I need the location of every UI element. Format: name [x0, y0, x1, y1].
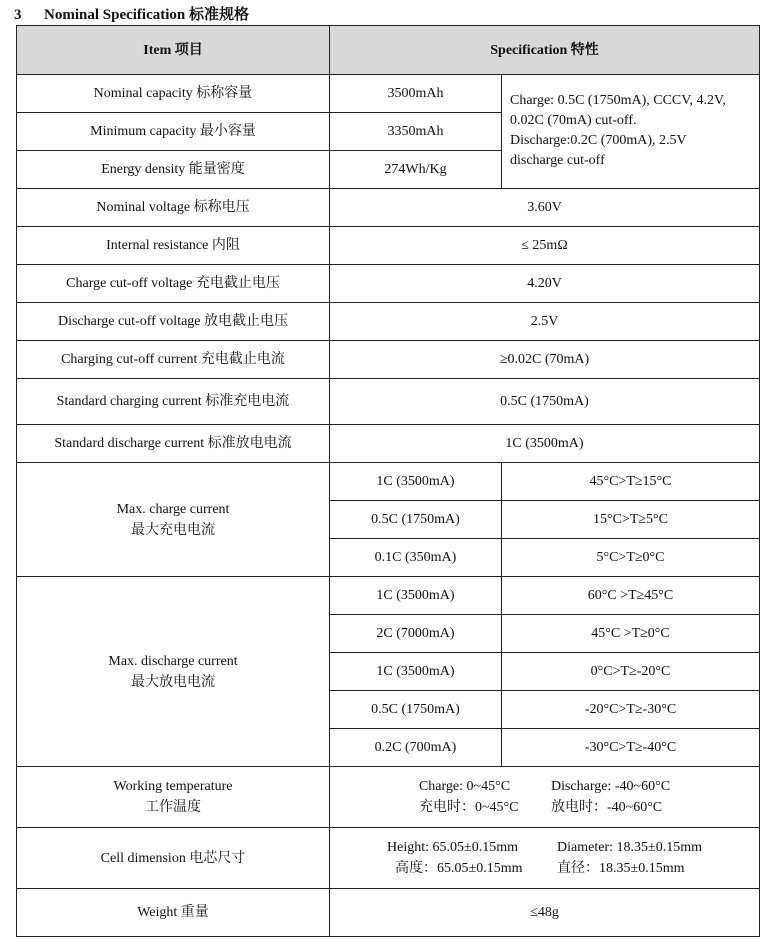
charging-cutoff-current-label: Charging cut-off current 充电截止电流: [17, 341, 330, 379]
condition-line: 0.02C (70mA) cut-off.: [510, 113, 637, 128]
section-number: 3: [14, 7, 22, 23]
condition-line: Charge: 0.5C (1750mA), CCCV, 4.2V,: [510, 93, 726, 108]
cell-height-cn: 高度：65.05±0.15mm: [395, 861, 523, 876]
max-discharge-current-value: 0.2C (700mA): [330, 729, 502, 767]
max-charge-current-value: 0.5C (1750mA): [330, 501, 502, 539]
internal-resistance-label: Internal resistance 内阻: [17, 227, 330, 265]
max-charge-temp-range: 45°C>T≥15°C: [502, 463, 760, 501]
max-charge-current-label-cn: 最大充电电流: [131, 522, 215, 538]
standard-charging-current-label: Standard charging current 标准充电电流: [17, 379, 330, 425]
max-discharge-current-value: 0.5C (1750mA): [330, 691, 502, 729]
internal-resistance-value: ≤ 25mΩ: [330, 227, 760, 265]
nominal-voltage-label: Nominal voltage 标称电压: [17, 189, 330, 227]
max-discharge-current-label-cn: 最大放电电流: [131, 674, 215, 690]
standard-discharge-current-label: Standard discharge current 标准放电电流: [17, 425, 330, 463]
max-discharge-current-value: 2C (7000mA): [330, 615, 502, 653]
max-charge-current-value: 0.1C (350mA): [330, 539, 502, 577]
table-row: [17, 463, 760, 501]
minimum-capacity-label: Minimum capacity 最小容量: [17, 113, 330, 151]
section-heading: [14, 3, 249, 23]
header-specification: Specification 特性: [330, 26, 760, 75]
condition-line: discharge cut-off: [510, 153, 605, 168]
table-row: [17, 75, 760, 113]
nominal-voltage-value: 3.60V: [330, 189, 760, 227]
charge-cutoff-voltage-label: Charge cut-off voltage 充电截止电压: [17, 265, 330, 303]
working-temperature-grid: [419, 776, 670, 818]
nominal-capacity-value: 3500mAh: [330, 75, 502, 113]
section-title: Nominal Specification 标准规格: [44, 7, 249, 23]
table-row: [17, 828, 760, 889]
minimum-capacity-value: 3350mAh: [330, 113, 502, 151]
charging-cutoff-current-value: ≥0.02C (70mA): [330, 341, 760, 379]
capacity-test-condition: [502, 75, 760, 189]
weight-value: ≤48g: [330, 889, 760, 937]
cell-dimension-grid: [387, 837, 702, 879]
discharge-cutoff-voltage-value: 2.5V: [330, 303, 760, 341]
weight-label: Weight 重量: [17, 889, 330, 937]
cell-height-en: Height: 65.05±0.15mm: [387, 840, 518, 855]
cell-diameter-cn: 直径：18.35±0.15mm: [557, 861, 685, 876]
header-item: Item 项目: [17, 26, 330, 75]
max-charge-current-value: 1C (3500mA): [330, 463, 502, 501]
max-charge-temp-range: 5°C>T≥0°C: [502, 539, 760, 577]
max-charge-current-label: [17, 463, 330, 577]
discharge-cutoff-voltage-label: Discharge cut-off voltage 放电截止电压: [17, 303, 330, 341]
max-discharge-temp-range: 60°C >T≥45°C: [502, 577, 760, 615]
table-row: [17, 189, 760, 227]
cell-dimension-value: [330, 828, 760, 889]
working-temp-discharge-en: Discharge: -40~60°C: [550, 779, 671, 794]
cell-diameter-en: Diameter: 18.35±0.15mm: [557, 840, 702, 855]
table-row: [17, 425, 760, 463]
max-discharge-current-label: [17, 577, 330, 767]
condition-line: Discharge:0.2C (700mA), 2.5V: [510, 133, 687, 148]
table-row: [17, 889, 760, 937]
table-row: [17, 767, 760, 828]
working-temperature-label-cn: 工作温度: [145, 800, 201, 815]
specification-table: [16, 25, 760, 937]
max-discharge-temp-range: 45°C >T≥0°C: [502, 615, 760, 653]
max-charge-temp-range: 15°C>T≥5°C: [502, 501, 760, 539]
max-discharge-temp-range: -20°C>T≥-30°C: [502, 691, 760, 729]
table-row: [17, 227, 760, 265]
working-temp-charge-cn: 充电时：0~45°C: [418, 800, 519, 815]
cell-dimension-label: Cell dimension 电芯尺寸: [17, 828, 330, 889]
standard-charging-current-value: 0.5C (1750mA): [330, 379, 760, 425]
table-row: [17, 379, 760, 425]
max-discharge-temp-range: -30°C>T≥-40°C: [502, 729, 760, 767]
table-row: [17, 341, 760, 379]
working-temperature-value: [330, 767, 760, 828]
max-discharge-temp-range: 0°C>T≥-20°C: [502, 653, 760, 691]
energy-density-label: Energy density 能量密度: [17, 151, 330, 189]
table-row: [17, 303, 760, 341]
max-discharge-current-value: 1C (3500mA): [330, 577, 502, 615]
max-discharge-current-label-en: Max. discharge current: [108, 653, 238, 669]
max-discharge-current-value: 1C (3500mA): [330, 653, 502, 691]
nominal-capacity-label: Nominal capacity 标称容量: [17, 75, 330, 113]
working-temp-discharge-cn: 放电时：-40~60°C: [550, 800, 663, 815]
energy-density-value: 274Wh/Kg: [330, 151, 502, 189]
table-row: [17, 577, 760, 615]
table-row: [17, 265, 760, 303]
working-temperature-label-en: Working temperature: [113, 779, 233, 794]
working-temperature-label: [17, 767, 330, 828]
max-charge-current-label-en: Max. charge current: [116, 501, 230, 517]
charge-cutoff-voltage-value: 4.20V: [330, 265, 760, 303]
table-header-row: [17, 26, 760, 75]
standard-discharge-current-value: 1C (3500mA): [330, 425, 760, 463]
working-temp-charge-en: Charge: 0~45°C: [418, 779, 511, 794]
